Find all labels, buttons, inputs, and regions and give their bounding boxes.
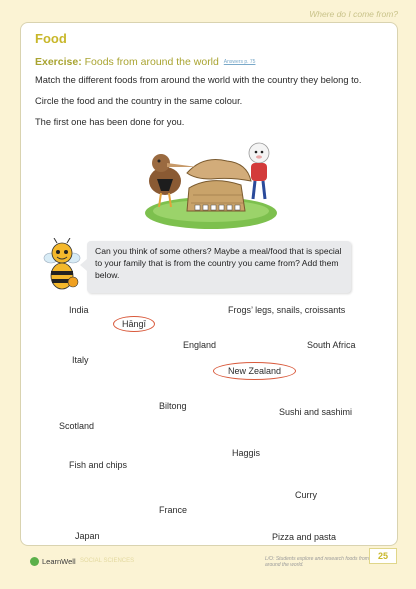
- country-italy[interactable]: Italy: [72, 355, 89, 365]
- bee-mascot: [41, 238, 83, 299]
- hangi-illustration: [131, 133, 291, 238]
- learnwell-logo-text: LearnWell: [42, 557, 76, 566]
- footer-series: SOCIAL SCIENCES: [80, 558, 135, 564]
- food-fish-and-chips[interactable]: Fish and chips: [69, 460, 128, 470]
- instruction-2: Circle the food and the country in the same colour.: [35, 96, 243, 106]
- exercise-title: Foods from around the world: [84, 56, 219, 68]
- speech-bubble: Can you think of some others? Maybe a meal/food that is special to your family that is from the country you came from? Add them below.: [87, 241, 351, 293]
- learnwell-logo-icon: [30, 557, 39, 566]
- kiwi-sheep-hangi-icon: [131, 133, 291, 233]
- food-frogs-legs[interactable]: Frogs’ legs, snails, croissants: [228, 305, 346, 315]
- country-france[interactable]: France: [159, 505, 188, 515]
- food-haggis[interactable]: Haggis: [232, 448, 261, 458]
- learnwell-logo: [30, 557, 76, 566]
- bee-icon: [41, 238, 83, 294]
- food-hangi[interactable]: Hāngī: [113, 316, 155, 332]
- country-england[interactable]: England: [183, 340, 217, 350]
- food-pizza-pasta[interactable]: Pizza and pasta: [272, 532, 337, 542]
- header-bar: [0, 0, 416, 22]
- exercise-heading: [35, 56, 255, 68]
- food-sushi[interactable]: Sushi and sashimi: [279, 407, 353, 417]
- learning-outcome: L/O: Students explore and research foods from around the world.: [265, 556, 369, 568]
- country-india[interactable]: India: [69, 305, 89, 315]
- instruction-3: The first one has been done for you.: [35, 117, 185, 127]
- country-south-africa[interactable]: South Africa: [307, 340, 356, 350]
- instruction-1: Match the different foods from around the world with the country they belong to.: [35, 75, 362, 85]
- country-new-zealand[interactable]: New Zealand: [213, 362, 296, 380]
- food-curry[interactable]: Curry: [295, 490, 317, 500]
- page-card: [20, 22, 398, 546]
- food-biltong[interactable]: Biltong: [159, 401, 187, 411]
- country-scotland[interactable]: Scotland: [59, 421, 95, 431]
- page-title: Food: [35, 31, 67, 46]
- exercise-label: Exercise:: [35, 56, 82, 68]
- exercise-answers-link[interactable]: Answers p. 75: [223, 59, 256, 65]
- country-japan[interactable]: Japan: [75, 531, 100, 541]
- header-text: Where do I come from?: [309, 9, 398, 19]
- page-number: 25: [369, 548, 397, 564]
